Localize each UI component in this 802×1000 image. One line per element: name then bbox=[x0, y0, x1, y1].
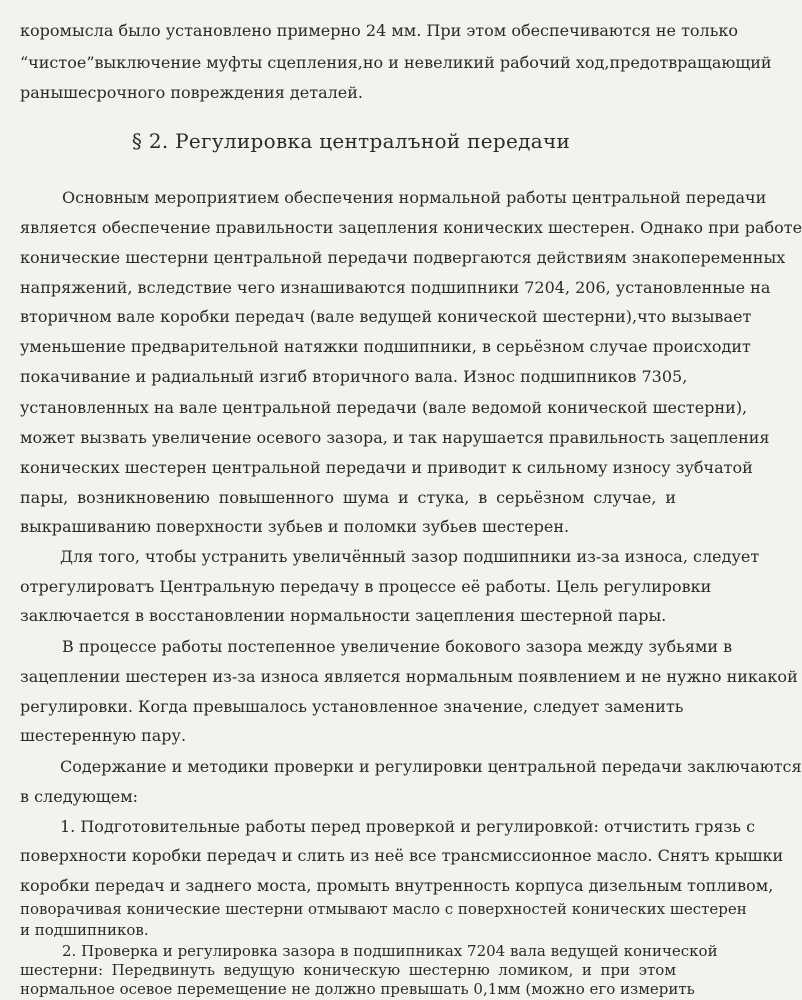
text-line: ранышесрочного повреждения деталей. bbox=[20, 83, 363, 102]
text-line: является обеспечение правильности зацепления конических шестерен. Однако при работе bbox=[20, 218, 802, 237]
text-line: регулировки. Когда превышалось установленное значение, следует заменить bbox=[20, 697, 684, 716]
text-line: шестеренную пару. bbox=[20, 726, 187, 745]
text-line: уменьшение предварительной натяжки подшипники, в серьёзном случае происходит bbox=[20, 337, 751, 356]
text-line: установленных на вале центральной передачи (вале ведомой конической шестерни), bbox=[20, 398, 748, 417]
text-line: нормальное осевое перемещение не должно превышать 0,1мм (можно его измерить bbox=[20, 980, 695, 998]
text-line: Основным мероприятием обеспечения нормальной работы центральной передачи bbox=[62, 188, 767, 207]
section-heading: § 2. Регулировка централъной передачи bbox=[131, 129, 571, 153]
text-line: шестерни: Передвинуть ведущую коническую шестерню ломиком, и при этом bbox=[20, 961, 676, 979]
text-line: коромысла было установлено примерно 24 мм. При этом обеспечиваются не только bbox=[20, 21, 739, 40]
text-line: поворачивая конические шестерни отмывают масло с поверхностей конических шестерен bbox=[20, 900, 747, 918]
text-line: вторичном вале коробки передач (вале ведущей конической шестерни),что вызывает bbox=[20, 307, 752, 326]
text-line: Для того, чтобы устранить увеличённый зазор подшипники из-за износа, следует bbox=[60, 547, 760, 566]
text-line: напряжений, вследствие чего изнашиваются подшипники 7204, 206, установленные на bbox=[20, 278, 771, 297]
text-line: в следующем: bbox=[20, 787, 139, 806]
text-line: поверхности коробки передач и слить из неё все трансмиссионное масло. Снятъ крышки bbox=[20, 846, 784, 865]
text-line: Содержание и методики проверки и регулировки центральной передачи заключаются bbox=[60, 757, 802, 776]
text-line: коробки передач и заднего моста, промыть внутренность корпуса дизельным топливом, bbox=[20, 876, 774, 895]
text-line: покачивание и радиальный изгиб вторичного вала. Износ подшипников 7305, bbox=[20, 367, 688, 386]
text-line: выкрашиванию поверхности зубьев и поломки зубьев шестерен. bbox=[20, 517, 570, 536]
text-line: пары, возникновению повышенного шума и стука, в серьёзном случае, и bbox=[20, 488, 676, 507]
text-line: конические шестерни центральной передачи подвергаются действиям знакопеременных bbox=[20, 248, 786, 267]
text-line: зацеплении шестерен из-за износа является нормальным появлением и не нужно никакой bbox=[20, 667, 798, 686]
text-line: может вызвать увеличение осевого зазора, и так нарушается правильность зацепления bbox=[20, 428, 770, 447]
text-line: отрегулироватъ Центральную передачу в процессе её работы. Цель регулировки bbox=[20, 577, 712, 596]
text-line: заключается в восстановлении нормальности зацепления шестерной пары. bbox=[20, 606, 667, 625]
text-line: 2. Проверка и регулировка зазора в подшипниках 7204 вала ведущей конической bbox=[62, 942, 718, 960]
text-line: “чистое”выключение муфты сцепления,но и невеликий рабочий ход,предотвращающий bbox=[20, 53, 772, 72]
text-line: 1. Подготовительные работы перед проверкой и регулировкой: отчистить грязь с bbox=[60, 817, 756, 836]
text-line: конических шестерен центральной передачи и приводит к сильному износу зубчатой bbox=[20, 458, 753, 477]
text-line: и подшипников. bbox=[20, 921, 149, 939]
text-line: В процессе работы постепенное увеличение бокового зазора между зубьями в bbox=[62, 637, 733, 656]
